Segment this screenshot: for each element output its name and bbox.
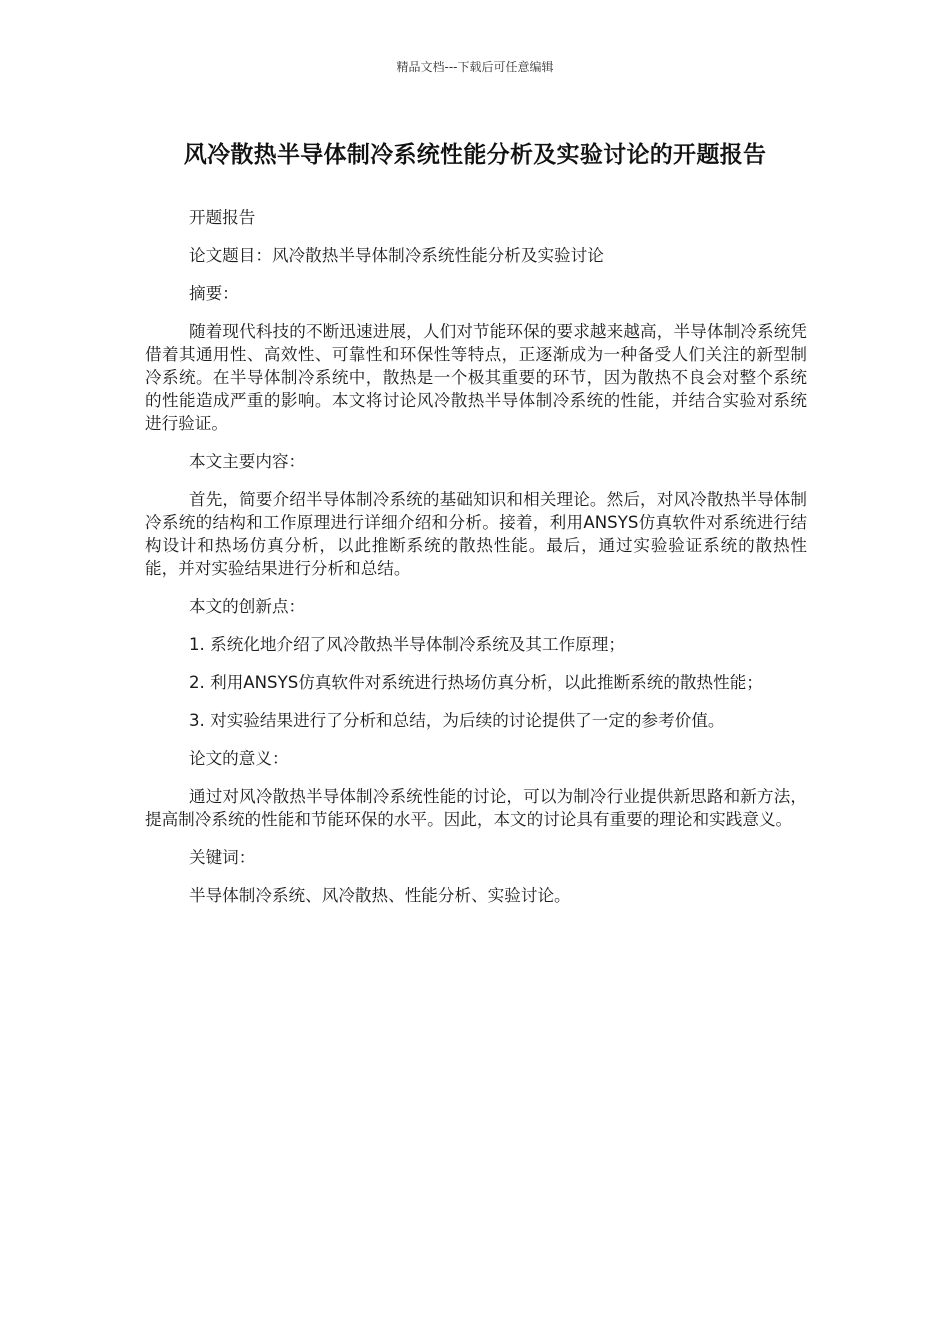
- document-body: [145, 206, 807, 922]
- list-item: 1. 系统化地介绍了风冷散热半导体制冷系统及其工作原理；: [189, 635, 625, 654]
- paragraph-content: 首先，简要介绍半导体制冷系统的基础知识和相关理论。然后，对风冷散热半导体制冷系统的结构和工作原理进行详细介绍和分析。接着，利用ANSYS仿真软件对系统进行结构设计和热场仿真分析，以此推断系统的散热性能。最后，通过实验验证系统的散热性能，并对实验结果进行分析和总结。: [145, 490, 807, 578]
- paragraph-abstract: 随着现代科技的不断迅速进展，人们对节能环保的要求越来越高，半导体制冷系统凭借着其通用性、高效性、可靠性和环保性等特点，正逐渐成为一种备受人们关注的新型制冷系统。在半导体制冷系统中，散热是一个极其重要的环节，因为散热不良会对整个系统的性能造成严重的影响。本文将讨论风冷散热半导体制冷系统的性能，并结合实验对系统进行验证。: [145, 322, 807, 433]
- list-item: 2. 利用ANSYS仿真软件对系统进行热场仿真分析，以此推断系统的散热性能；: [189, 673, 763, 692]
- document-title: 风冷散热半导体制冷系统性能分析及实验讨论的开题报告: [183, 142, 767, 168]
- page-header: 精品文档---下载后可任意编辑: [396, 60, 554, 74]
- paragraph-thesis-title: 论文题目：风冷散热半导体制冷系统性能分析及实验讨论: [189, 246, 604, 265]
- paragraph-keywords: 半导体制冷系统、风冷散热、性能分析、实验讨论。: [189, 886, 571, 905]
- paragraph-significance-label: 论文的意义：: [189, 749, 289, 768]
- paragraph-innovation-label: 本文的创新点：: [189, 597, 306, 616]
- list-item: 3. 对实验结果进行了分析和总结，为后续的讨论提供了一定的参考价值。: [189, 711, 725, 730]
- paragraph-abstract-label: 摘要：: [189, 284, 239, 303]
- paragraph-significance: 通过对风冷散热半导体制冷系统性能的讨论，可以为制冷行业提供新思路和新方法，提高制冷系统的性能和节能环保的水平。因此，本文的讨论具有重要的理论和实践意义。: [145, 787, 807, 829]
- paragraph-content-label: 本文主要内容：: [189, 452, 306, 471]
- paragraph-label-report: 开题报告: [189, 208, 256, 227]
- paragraph-keywords-label: 关键词：: [189, 848, 256, 867]
